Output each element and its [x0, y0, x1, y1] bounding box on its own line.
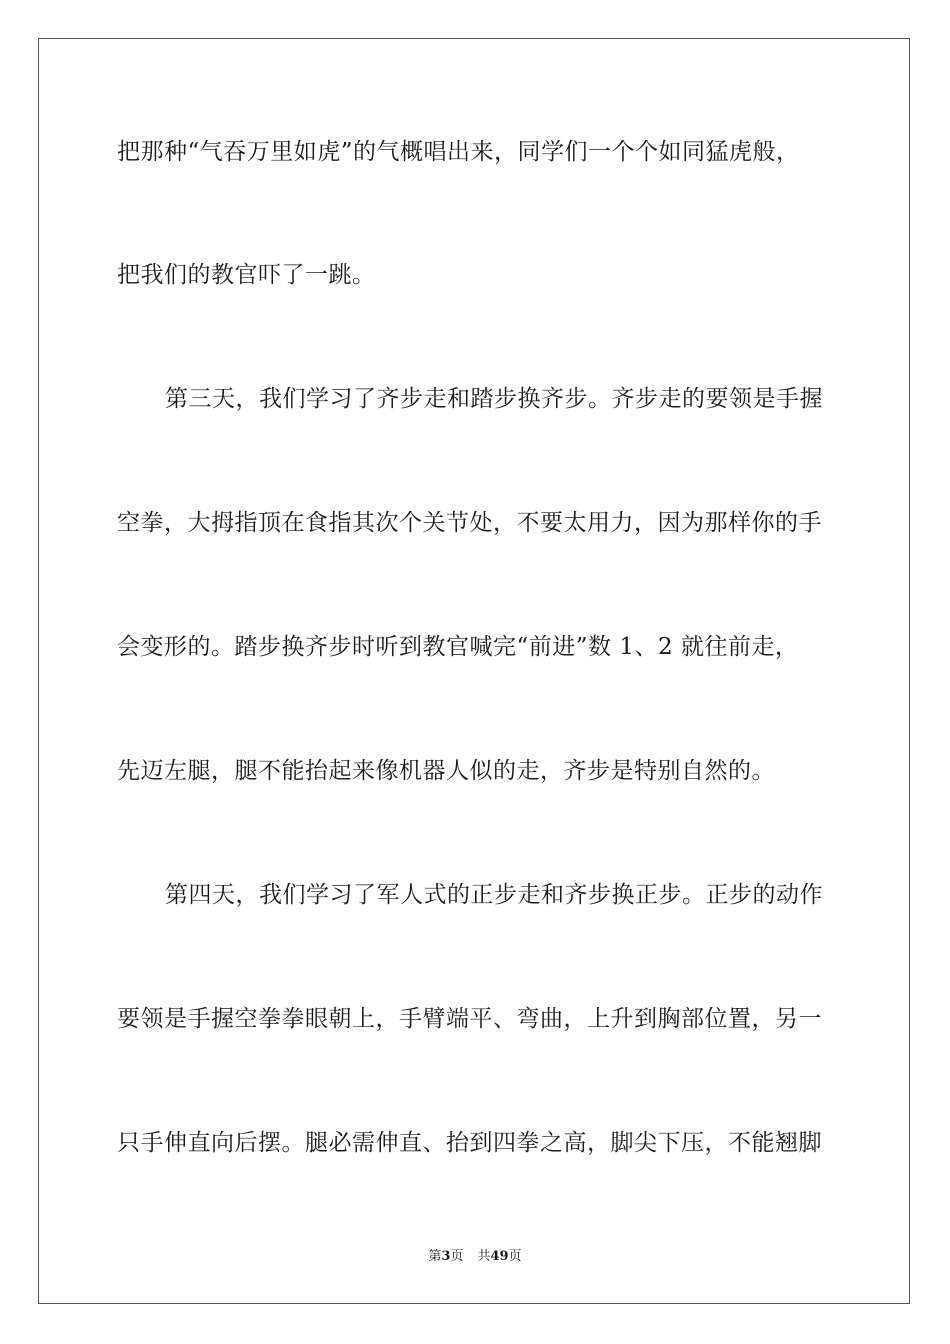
page-prefix: 第: [428, 1249, 442, 1264]
page-footer: [0, 1248, 950, 1266]
page-suffix: 页: [450, 1249, 464, 1264]
text-line-9: 只手伸直向后摆。腿必需伸直、抬到四拳之高，脚尖下压，不能翘脚: [117, 1130, 822, 1156]
text-line-5: 会变形的。踏步换齐步时听到教官喊完“前进”数 1、2 就往前走，: [117, 634, 799, 660]
page-number: 3: [441, 1249, 451, 1264]
text-line-2: 把我们的教官吓了一跳。: [117, 262, 376, 288]
text-line-1: 把那种“气吞万里如虎”的气概唱出来，同学们一个个如同猛虎般，: [117, 139, 800, 165]
text-line-6: 先迈左腿，腿不能抬起来像机器人似的走，齐步是特别自然的。: [117, 758, 775, 784]
total-suffix: 页: [508, 1249, 522, 1264]
total-prefix: 共: [477, 1249, 491, 1264]
text-line-8: 要领是手握空拳拳眼朝上，手臂端平、弯曲，上升到胸部位置，另一: [117, 1006, 822, 1032]
text-line-7: 第四天，我们学习了军人式的正步走和齐步换正步。正步的动作: [165, 882, 823, 908]
text-line-4: 空拳，大拇指顶在食指其次个关节处，不要太用力，因为那样你的手: [117, 510, 822, 536]
text-line-3: 第三天，我们学习了齐步走和踏步换齐步。齐步走的要领是手握: [165, 386, 823, 412]
page-border: [38, 38, 910, 1304]
total-pages: 49: [490, 1249, 509, 1264]
